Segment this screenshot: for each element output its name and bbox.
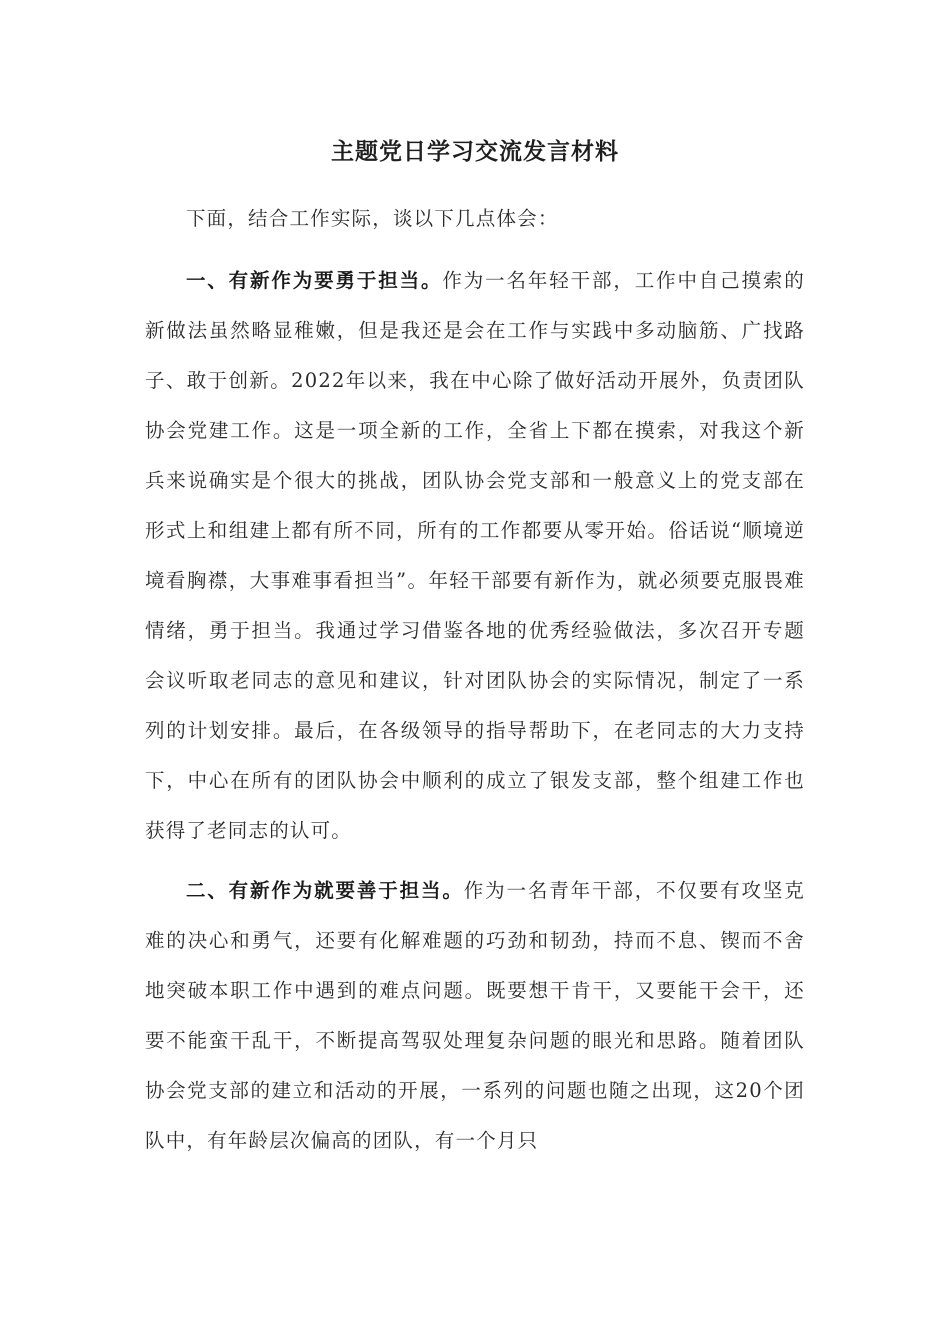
section-paragraph-1 xyxy=(145,256,805,856)
section-paragraph-2 xyxy=(145,866,805,1166)
document-title: 主题党日学习交流发言材料 xyxy=(331,138,619,165)
section-body-1: 作为一名年轻干部，工作中自己摸索的新做法虽然略显稚嫩，但是我还是会在工作与实践中多动脑筋、广找路子、敢于创新。2022年以来，我在中心除了做好活动开展外，负责团队协会党建工作。这是一项全新的工作，全省上下都在摸索，对我这个新兵来说确实是个很大的挑战，团队协会党支部和一般意义上的党支部在形式上和组建上都有所不同，所有的工作都要从零开始。俗话说“顺境逆境看胸襟，大事难事看担当”。年轻干部要有新作为，就必须要克服畏难情绪，勇于担当。我通过学习借鉴各地的优秀经验做法，多次召开专题会议听取老同志的意见和建议，针对团队协会的实际情况，制定了一系列的计划安排。最后，在各级领导的指导帮助下，在老同志的大力支持下，中心在所有的团队协会中顺利的成立了银发支部，整个组建工作也获得了老同志的认可。 xyxy=(145,269,805,842)
section-heading-1: 一、有新作为要勇于担当。 xyxy=(185,269,443,292)
intro-paragraph: 下面，结合工作实际，谈以下几点体会： xyxy=(185,207,559,230)
section-heading-2: 二、有新作为就要善于担当。 xyxy=(185,879,464,902)
document-page xyxy=(145,132,805,1176)
section-body-2: 作为一名青年干部，不仅要有攻坚克难的决心和勇气，还要有化解难题的巧劲和韧劲，持而不息、锲而不舍地突破本职工作中遇到的难点问题。既要想干肯干，又要能干会干，还要不能蛮干乱干，不断提高驾驭处理复杂问题的眼光和思路。随着团队协会党支部的建立和活动的开展，一系列的问题也随之出现，这20个团队中，有年龄层次偏高的团队，有一个月只 xyxy=(145,879,805,1152)
